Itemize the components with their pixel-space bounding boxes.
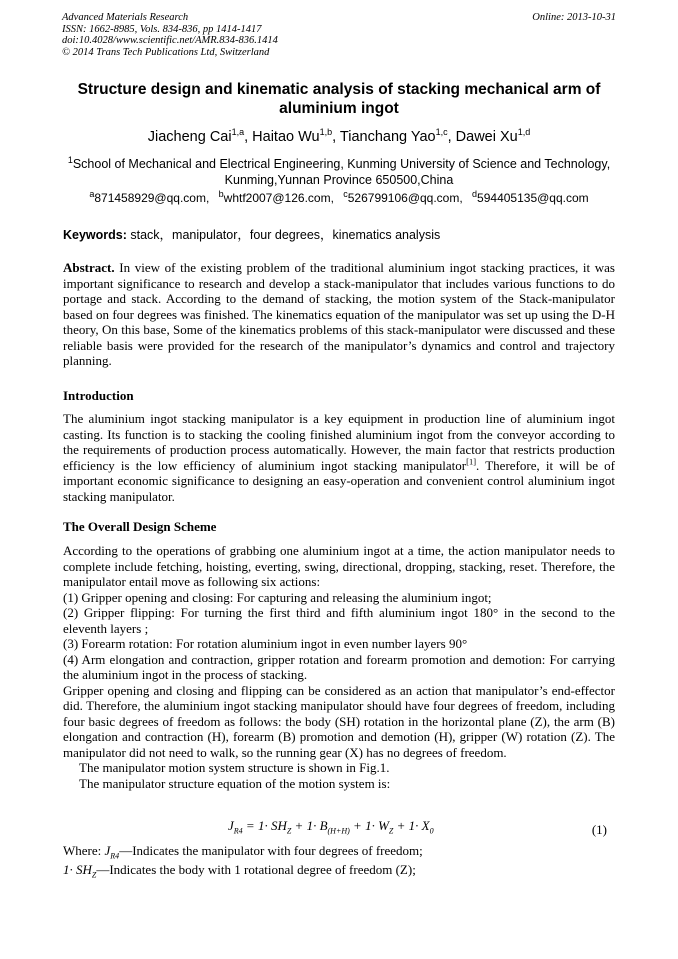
affiliation-line1: School of Mechanical and Electrical Engineering, Kunming University of Science and Technology, [72,157,611,171]
author-name: Jiacheng Cai [147,129,232,145]
abstract-text: In view of the existing problem of the traditional aluminium ingot stacking practices, it was important significance to research and develop a stack-manipulator that includes various functions to do portage and stack. According to the demand of stacking, the motion system of the Stack-manipulator based on four degrees was finished. The kinematics equation of the manipulator was set up using the D-H theory, On this base, Some of the kinematics problems of this stack-manipulator were discussed and these reliable basis were provided for the research of the manipulator’s dynamics and control and trajectory planning. [63,260,615,368]
author-sup: 1,d [517,127,531,138]
author-name: Haitao Wu [252,129,320,145]
abstract [63,260,615,369]
affiliation-line2: Kunming,Yunnan Province 650500,China [224,173,454,187]
keywords-label: Keywords: [63,228,127,242]
email-list [40,191,638,206]
design-heading: The Overall Design Scheme [63,519,217,534]
definition-text: —Indicates the body with 1 rotational degree of freedom (Z); [96,862,416,877]
keywords-text: stack，manipulator，four degrees，kinematics analysis [126,228,441,242]
author-sup: 1,c [435,127,448,138]
affiliation [48,156,630,188]
author-name: Tianchang Yao [339,129,436,145]
list-item: (4) Arm elongation and contraction, gripper rotation and forearm promotion and demotion: For carrying the aluminium ingot in the process of stacking. [63,651,615,682]
design-paragraph: Gripper opening and closing and flipping can be considered as an action that manipulator’s end-effector did. Therefore, the aluminium ingot stacking manipulator should have four degrees of freedom, including four basic degrees of freedom as follows: the body (SH) rotation in the horizontal plane (Z), the arm (B) elongation and contraction (H), forearm (B) promotion and demotion (H), gripper (W) rotation (Z). The manipulator did not need to walk, so the running gear (X) has no degrees of freedom. [63,682,615,760]
online-date: Online: 2013-10-31 [532,12,616,23]
keywords [63,228,615,243]
introduction-paragraph [63,411,615,504]
abstract-label: Abstract. [63,260,115,275]
author-name: Dawei Xu [455,129,518,145]
email-link[interactable]: 871458929@qq.com, [94,191,210,205]
email-sup: a [89,189,95,199]
symbol-sh: $1\cdot SH_Z$ [63,862,97,880]
email-sup: c [343,189,348,199]
list-item: (2) Gripper flipping: For turning the first third and fifth aluminium ingot 180° in the second to the eleventh layers ; [63,605,615,636]
equation-intro-line: The manipulator structure equation of the motion system is: [79,775,391,791]
journal-name: Advanced Materials Research [62,12,189,23]
citation-ref[interactable]: [1] [466,456,477,467]
where-definition-2 [63,862,416,880]
affiliation-sup: 1 [67,154,73,165]
equation-number: (1) [591,822,607,837]
where-definition-1 [63,843,423,861]
design-intro: According to the operations of grabbing one aluminium ingot at a time, the action manipulator needs to complete include fetching, hoisting, everting, swing, directional, dropping, stacking, reset. Therefore, the manipulator entail move as following six actions: [63,543,615,589]
author-list: Jiacheng Cai$^{1,a}$, Haitao Wu$^{1,b}$, Tianchang Yao$^{1,c}$, Dawei Xu$^{1,d}$ [147,127,531,145]
figure-reference-line: The manipulator motion system structure is shown in Fig.1. [79,760,390,775]
where-label: Where: [63,843,102,858]
doi-line: doi:10.4028/www.scientific.net/AMR.834-836.1414 [62,35,278,46]
email-link[interactable]: 526799106@qq.com, [347,191,463,205]
email-sup: b [218,189,224,199]
author-sup: 1,b [319,127,333,138]
list-item: (3) Forearm rotation: For rotation aluminium ingot in even number layers 90° [63,636,468,651]
running-header [62,12,278,58]
issn-line: ISSN: 1662-8985, Vols. 834-836, pp 1414-1417 [62,23,262,35]
email-sup: d [472,189,478,199]
definition-text: —Indicates the manipulator with four degrees of freedom; [119,843,423,858]
design-section [63,543,615,791]
list-item: (1) Gripper opening and closing: For capturing and releasing the aluminium ingot; [63,589,492,605]
copyright-line: © 2014 Trans Tech Publications Ltd, Switzerland [62,46,270,58]
intro-text-2: . Therefore, it will be of important economic significance to designing an easy-operation and convenient control aluminium ingot stacking manipulator. [63,457,615,504]
email-link[interactable]: 594405135@qq.com [477,191,589,205]
symbol-j: $J_{R4}$ [104,843,120,861]
equation-formula: $J_{R4} = 1\cdot SH_Z + 1\cdot B_{(H+H)} + 1\cdot W_Z + 1\cdot X_0$ [228,818,434,836]
email-link[interactable]: whtf2007@126.com, [223,191,334,205]
paper-title: Structure design and kinematic analysis of stacking mechanical arm of aluminium ingot [77,81,601,117]
equation-1 [63,818,615,838]
intro-text-1: The aluminium ingot stacking manipulator is a key equipment in production line of aluminium ingot casting. Its function is to stacking the cooling finished aluminium ingot from the conveyor according to the requirements of production process automatically. However, the main factor that restricts production efficiency is the low efficiency of aluminium ingot stacking manipulator [63,411,615,473]
author-sup: 1,a [231,127,245,138]
introduction-heading: Introduction [63,388,134,403]
